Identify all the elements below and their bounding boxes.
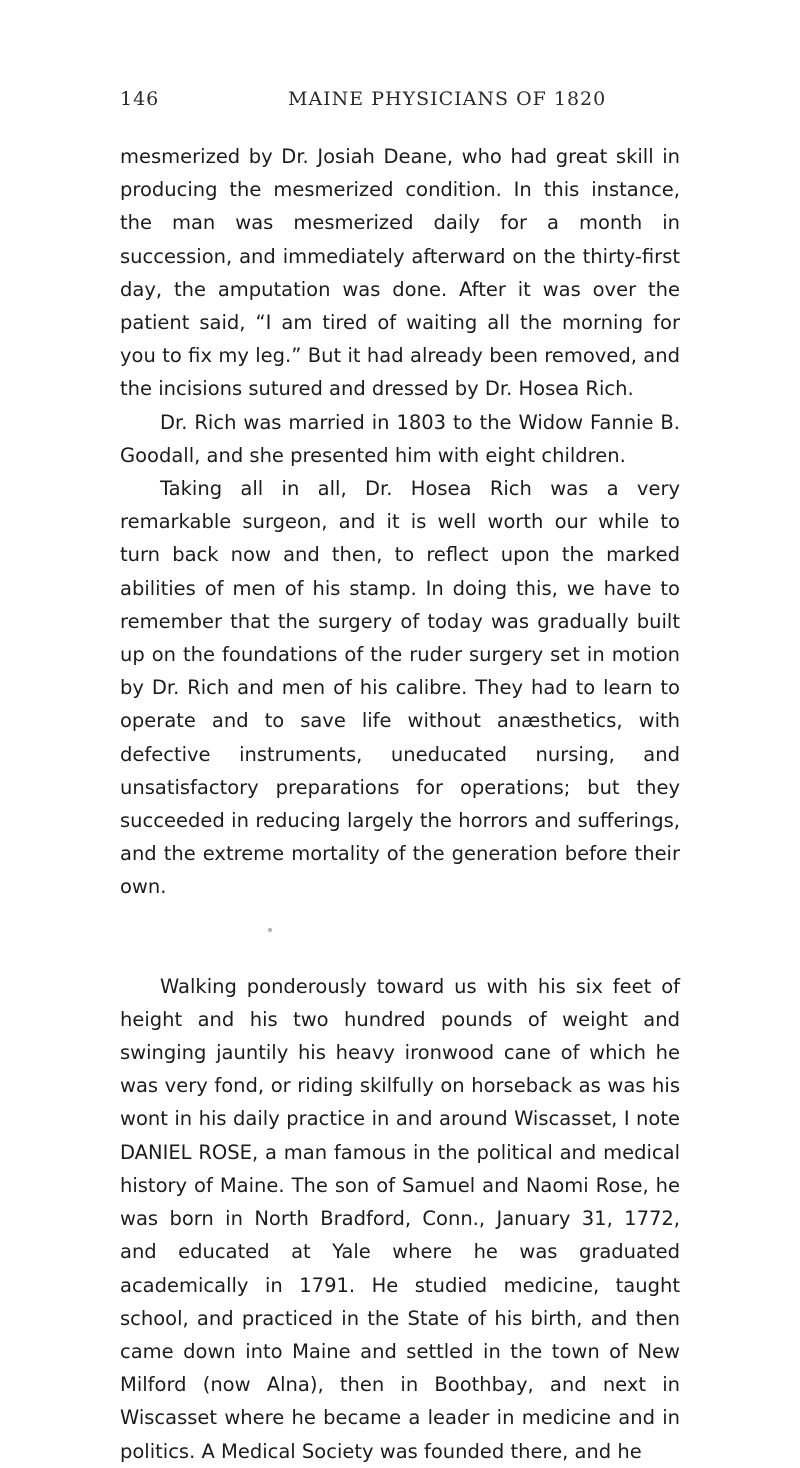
body-text (120, 140, 680, 1468)
running-head (120, 88, 680, 118)
section-break (120, 904, 680, 970)
paragraph: Taking all in all, Dr. Hosea Rich was a very remarkable surgeon, and it is well worth our while to turn back now and then, to reflect upon the marked abilities of men of his stamp. In doing this, we have to remember that the surgery of today was gradually built up on the foundations of the ruder surgery set in motion by Dr. Rich and men of his calibre. They had to learn to operate and to save life without anæsthetics, with defective instruments, uneducated nursing, and unsatisfactory preparations for operations; but they succeeded in reducing largely the horrors and sufferings, and the extreme mortality of the generation before their own. (120, 477, 680, 899)
section-break-mark (268, 928, 272, 932)
paragraph: Walking ponderously toward us with his six feet of height and his two hundred pounds of weight and swinging jauntily his heavy ironwood cane of which he was very fond, or riding skilfully on horseback as was his wont in his daily practice in and around Wiscasset, I note DANIEL ROSE, a man famous in the political and medical history of Maine. The son of Samuel and Naomi Rose, he was born in North Bradford, Conn., January 31, 1772, and educated at Yale where he was graduated academically in 1791. He studied medicine, taught school, and practiced in the State of his birth, and then came down into Maine and settled in the town of New Milford (now Alna), then in Boothbay, and next in Wiscasset where he became a leader in medicine and in politics. A Medical Society was founded there, and he (120, 974, 680, 1463)
paragraph-continued: mesmerized by Dr. Josiah Deane, who had great skill in producing the mesmerized condition. In this instance, the man was mesmerized daily for a month in succession, and immediately afterward on the thirty-first day, the amputation was done. After it was over the patient said, “I am tired of waiting all the morning for you to fix my leg.” But it had already been removed, and the incisions sutured and dressed by Dr. Hosea Rich. (120, 145, 680, 401)
paragraph: Dr. Rich was married in 1803 to the Widow Fannie B. Goodall, and she presented him with eight children. (120, 410, 680, 467)
running-title: MAINE PHYSICIANS OF 1820 (288, 88, 607, 110)
page-number: 146 (120, 88, 160, 110)
